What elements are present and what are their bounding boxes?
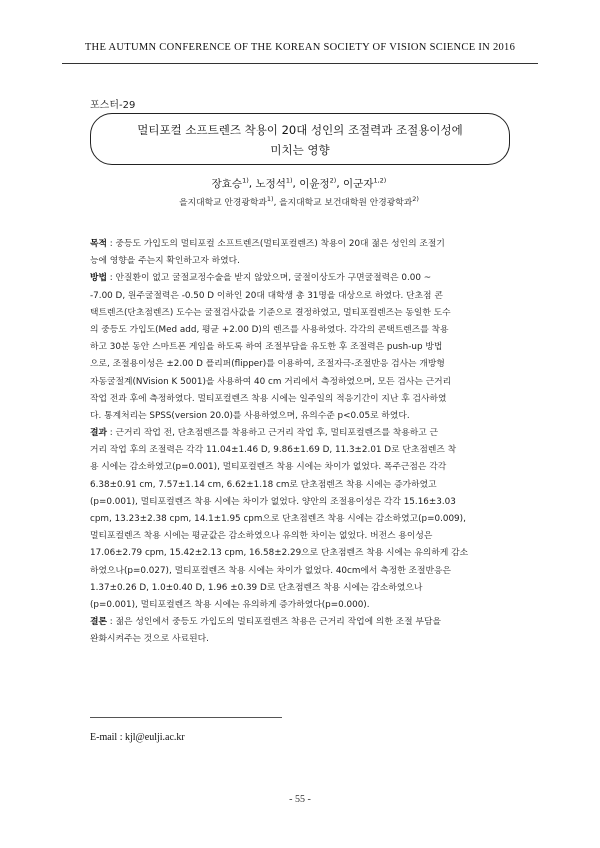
section-label: 결론 xyxy=(90,617,107,628)
conference-header: THE AUTUMN CONFERENCE OF THE KOREAN SOCIETY OF VISION SCIENCE IN 2016 xyxy=(84,42,516,53)
abstract-line xyxy=(90,253,544,270)
title-line-2: 미치는 영향 xyxy=(270,143,330,157)
affiliations xyxy=(90,195,508,208)
abstract-line xyxy=(90,511,544,528)
abstract-line xyxy=(90,477,544,494)
author-affil-mark: 2) xyxy=(329,176,337,185)
abstract-text: 으로, 조절용이성은 ±2.00 D 플리퍼(flipper)를 이용하여, 조절자극-조절반응 검사는 개방형 xyxy=(90,359,445,370)
abstract-text: : 안질환이 없고 굴절교정수술을 받지 않았으며, 굴절이상도가 구면굴절력은 0.00 ~ xyxy=(107,273,432,284)
title-line-1: 멀티포컬 소프트렌즈 착용이 20대 성인의 조절력과 조절용이성에 xyxy=(137,123,463,137)
abstract-text: cpm, 13.23±2.38 cpm, 14.1±1.95 cpm으로 단초점렌즈 착용 시에는 감소하였고(p=0.009), xyxy=(90,514,466,524)
footnote-rule xyxy=(90,717,282,718)
abstract-line xyxy=(90,614,544,631)
abstract-line xyxy=(90,391,544,408)
author-separator: , xyxy=(292,178,300,190)
section-label: 결과 xyxy=(90,428,107,439)
abstract-line xyxy=(90,494,544,511)
author-name: 노정석 xyxy=(255,178,286,190)
abstract-text: 다. 통계처리는 SPSS(version 20.0)를 사용하였으며, 유의수준 p<0.05로 하였다. xyxy=(90,410,410,421)
affiliation-separator: , xyxy=(273,198,280,208)
abstract-text: 택트렌즈(단초점렌즈) 도수는 굴절검사값을 기준으로 결정하였고, 멀티포컬렌즈는 동일한 도수 xyxy=(90,307,451,318)
abstract-text: 의 중등도 가입도(Med add, 평균 +2.00 D)의 렌즈를 사용하였다. 각각의 콘택트렌즈를 착용 xyxy=(90,324,449,335)
page-number: - 55 - xyxy=(289,794,311,805)
abstract-text: 거리 작업 후의 조절력은 각각 11.04±1.46 D, 9.86±1.69 D, 11.3±2.01 D로 단초점렌즈 착 xyxy=(90,445,457,456)
abstract-body xyxy=(90,236,544,649)
abstract-text: 작업 전과 후에 측정하였다. 멀티포컬렌즈 착용 시에는 일주일의 적응기간이 지난 후 검사하였 xyxy=(90,393,447,404)
affiliation-1: 을지대학교 안경광학과 xyxy=(179,198,267,208)
title-box xyxy=(90,113,510,165)
abstract-line xyxy=(90,631,544,648)
affiliation-1-mark: 1) xyxy=(266,195,274,204)
abstract-line xyxy=(90,580,544,597)
abstract-text: : 근거리 작업 전, 단초점렌즈를 착용하고 근거리 작업 후, 멀티포컬렌즈를 착용하고 근 xyxy=(107,428,439,439)
abstract-line xyxy=(90,305,544,322)
abstract-line xyxy=(90,442,544,459)
author-affil-mark: 1) xyxy=(285,176,293,185)
abstract-line xyxy=(90,425,544,442)
abstract-text: 멀티포컬렌즈 착용 시에는 평균값은 감소하였으나 유의한 차이는 없었다. 버전스 용이성은 xyxy=(90,531,433,542)
abstract-text: 6.38±0.91 cm, 7.57±1.14 cm, 6.62±1.18 cm로 단초점렌즈 착용 시에는 증가하였고 xyxy=(90,479,437,490)
affiliation-2-mark: 2) xyxy=(412,195,419,204)
author-affil-mark: 1) xyxy=(242,176,249,185)
abstract-text: (p=0.001), 멀티포컬렌즈 착용 시에는 차이가 없었다. 양안의 조절용이성은 각각 15.16±3.03 xyxy=(90,496,456,507)
abstract-line xyxy=(90,356,544,373)
abstract-line xyxy=(90,288,544,305)
author-separator: , xyxy=(336,178,344,190)
abstract-line xyxy=(90,322,544,339)
affiliation-2: 을지대학교 보건대학원 안경광학과 xyxy=(279,198,413,208)
abstract-line xyxy=(90,459,544,476)
abstract-text: 17.06±2.79 cpm, 15.42±2.13 cpm, 16.58±2.29으로 단초점렌즈 착용 시에는 유의하게 감소 xyxy=(90,548,469,559)
section-label: 목적 xyxy=(90,239,107,249)
abstract-text: 1.37±0.26 D, 1.0±0.40 D, 1.96 ±0.39 D로 단초점렌즈 착용 시에는 감소하였으나 xyxy=(90,582,423,593)
abstract-line xyxy=(90,236,544,253)
abstract-text: : 중등도 가입도의 멀티포컬 소프트렌즈(멀티포컬렌즈) 착용이 20대 젊은 성인의 조절기 xyxy=(107,239,445,249)
abstract-text: 완화시켜주는 것으로 사료된다. xyxy=(90,634,209,645)
abstract-line xyxy=(90,528,544,545)
author-name: 이군자 xyxy=(343,178,374,190)
abstract-line xyxy=(90,563,544,580)
header-rule xyxy=(62,63,538,64)
abstract-line xyxy=(90,339,544,356)
contact-email: E-mail : kjl@eulji.ac.kr xyxy=(90,732,185,743)
abstract-line xyxy=(90,270,544,287)
section-label: 방법 xyxy=(90,273,107,284)
author-separator: , xyxy=(248,178,256,190)
abstract-line xyxy=(90,545,544,562)
abstract-line xyxy=(90,374,544,391)
abstract-text: : 젊은 성인에서 중등도 가입도의 멀티포컬렌즈 착용은 근거리 작업에 의한 조절 부담을 xyxy=(107,617,441,628)
abstract-text: 하고 30분 동안 스마트폰 게임을 하도록 하여 조절부담을 유도한 후 조절력은 push-up 방법 xyxy=(90,342,443,353)
abstract-text: 자동굴절계(NVision K 5001)을 사용하여 40 cm 거리에서 측정하였으며, 모든 검사는 근거리 xyxy=(90,376,452,387)
abstract-text: 용 시에는 감소하였고(p=0.001), 멀티포컬렌즈 착용 시에는 차이가 없었다. 폭주근점은 각각 xyxy=(90,462,447,473)
author-name: 이윤정 xyxy=(299,178,330,190)
abstract-text: -7.00 D, 원주굴절력은 -0.50 D 이하인 20대 대학생 총 31명을 대상으로 하였다. 단초점 콘 xyxy=(90,290,443,301)
abstract-text: 하였으나(p=0.027), 멀티포컬렌즈 착용 시에는 차이가 없었다. 40cm에서 측정한 조절반응은 xyxy=(90,565,451,576)
authors xyxy=(90,176,508,191)
abstract-line xyxy=(90,597,544,614)
abstract-line xyxy=(90,408,544,425)
abstract-text: (p=0.001), 멀티포컬렌즈 착용 시에는 유의하게 증가하였다(p=0.000). xyxy=(90,599,370,610)
author-name: 장효승 xyxy=(211,178,243,190)
poster-number: 포스터-29 xyxy=(90,100,136,111)
author-affil-mark: 1,2) xyxy=(373,176,387,185)
abstract-text: 능에 영향을 주는지 확인하고자 하였다. xyxy=(90,256,240,267)
